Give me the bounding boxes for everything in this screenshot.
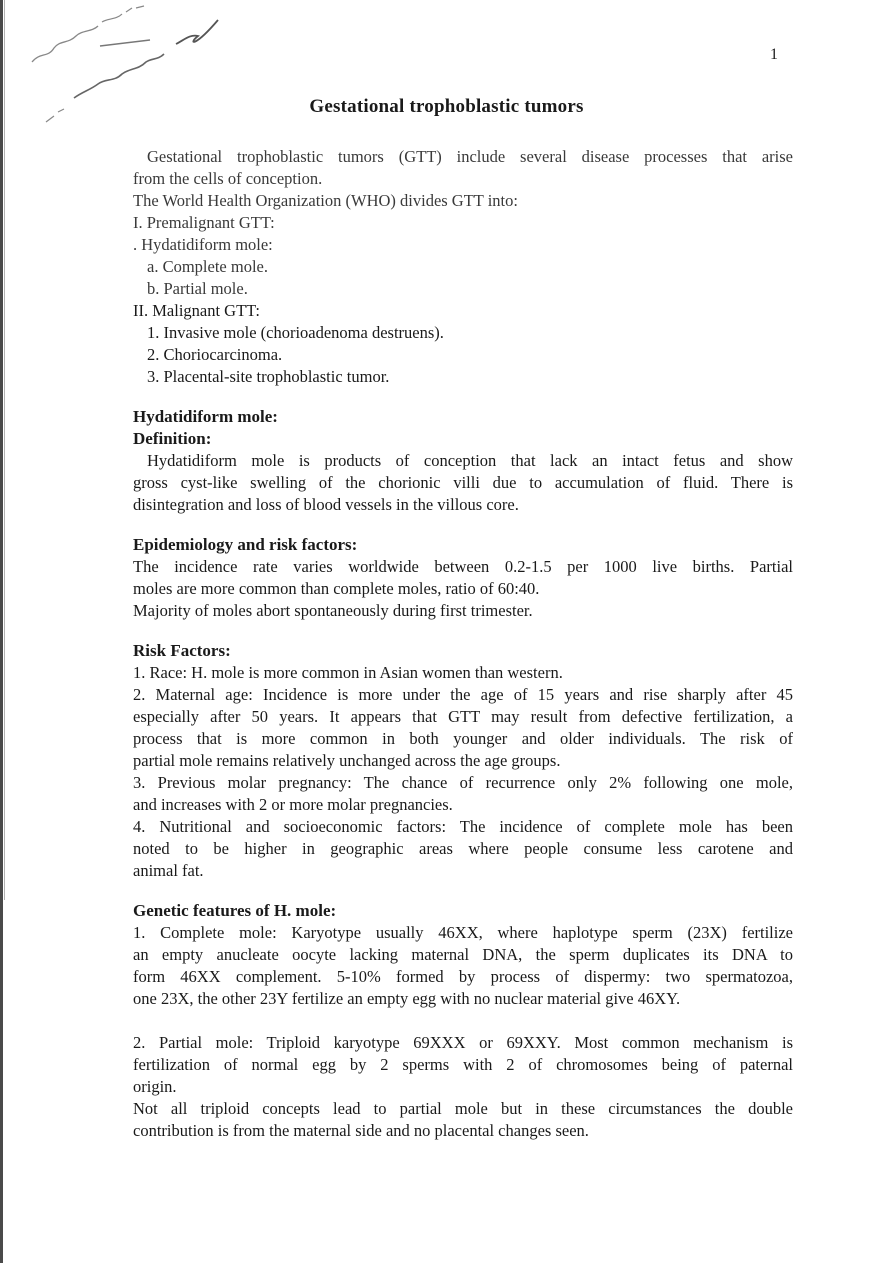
risk-item: animal fat. [133, 861, 204, 880]
paragraph-line: 1. Complete mole: Karyotype usually 46XX, where haplotype sperm (23X) fertilize [133, 923, 793, 942]
paragraph-line: gross cyst-like swelling of the chorionic villi due to accumulation of fluid. There is [133, 473, 793, 492]
classification-item: . Hydatidiform mole: [133, 235, 273, 254]
paragraph-line: 2. Partial mole: Triploid karyotype 69XXX or 69XXY. Most common mechanism is [133, 1033, 793, 1052]
risk-item: 4. Nutritional and socioeconomic factors: The incidence of complete mole has been [133, 817, 793, 836]
risk-item: 3. Previous molar pregnancy: The chance of recurrence only 2% following one mole, [133, 773, 793, 792]
subsection-heading: Definition: [133, 429, 212, 448]
intro-line: The World Health Organization (WHO) divides GTT into: [133, 191, 518, 210]
section-heading: Risk Factors: [133, 641, 231, 660]
risk-item: noted to be higher in geographic areas where people consume less carotene and [133, 839, 793, 858]
paragraph-line: disintegration and loss of blood vessels in the villous core. [133, 495, 519, 514]
classification-item: 2. Choriocarcinoma. [147, 345, 283, 364]
intro-line: Gestational trophoblastic tumors (GTT) include several disease processes that arise [147, 147, 793, 166]
section-heading: Hydatidiform mole: [133, 407, 278, 426]
paragraph-line: moles are more common than complete moles, ratio of 60:40. [133, 579, 540, 598]
paragraph-line: contribution is from the maternal side and no placental changes seen. [133, 1121, 589, 1140]
page-number: 1 [770, 46, 778, 63]
classification-heading: I. Premalignant GTT: [133, 213, 275, 232]
classification-subitem: b. Partial mole. [147, 279, 248, 298]
risk-item: 2. Maternal age: Incidence is more under the age of 15 years and rise sharply after 45 [133, 685, 793, 704]
classification-heading: II. Malignant GTT: [133, 301, 261, 320]
section-heading: Epidemiology and risk factors: [133, 535, 358, 554]
classification-item: 1. Invasive mole (chorioadenoma destruens). [147, 323, 444, 342]
paragraph-line: an empty anucleate oocyte lacking maternal DNA, the sperm duplicates its DNA to [133, 945, 793, 964]
document-body [133, 146, 793, 1142]
classification-item: 3. Placental-site trophoblastic tumor. [147, 367, 390, 386]
risk-item: especially after 50 years. It appears that GTT may result from defective fertilization, a [133, 707, 793, 726]
paragraph-line: Majority of moles abort spontaneously during first trimester. [133, 601, 533, 620]
scan-edge-shadow [0, 0, 3, 1263]
risk-item: 1. Race: H. mole is more common in Asian women than western. [133, 663, 563, 682]
risk-item: process that is more common in both younger and older individuals. The risk of [133, 729, 793, 748]
intro-line: from the cells of conception. [133, 169, 323, 188]
paragraph-line: one 23X, the other 23Y fertilize an empty egg with no nuclear material give 46XY. [133, 989, 681, 1008]
risk-item: and increases with 2 or more molar pregnancies. [133, 795, 453, 814]
paragraph-line: Hydatidiform mole is products of conception that lack an intact fetus and show [147, 451, 793, 470]
section-heading: Genetic features of H. mole: [133, 901, 337, 920]
handwritten-scribble [18, 0, 238, 140]
risk-item: partial mole remains relatively unchanged across the age groups. [133, 751, 561, 770]
paragraph-line: form 46XX complement. 5-10% formed by process of dispermy: two spermatozoa, [133, 967, 793, 986]
paragraph-line: origin. [133, 1077, 177, 1096]
scan-edge-line [4, 0, 5, 900]
paragraph-line: Not all triploid concepts lead to partial mole but in these circumstances the double [133, 1099, 793, 1118]
classification-subitem: a. Complete mole. [147, 257, 268, 276]
document-title: Gestational trophoblastic tumors [309, 96, 584, 117]
paragraph-line: fertilization of normal egg by 2 sperms with 2 of chromosomes being of paternal [133, 1055, 793, 1074]
paragraph-line: The incidence rate varies worldwide between 0.2-1.5 per 1000 live births. Partial [133, 557, 793, 576]
